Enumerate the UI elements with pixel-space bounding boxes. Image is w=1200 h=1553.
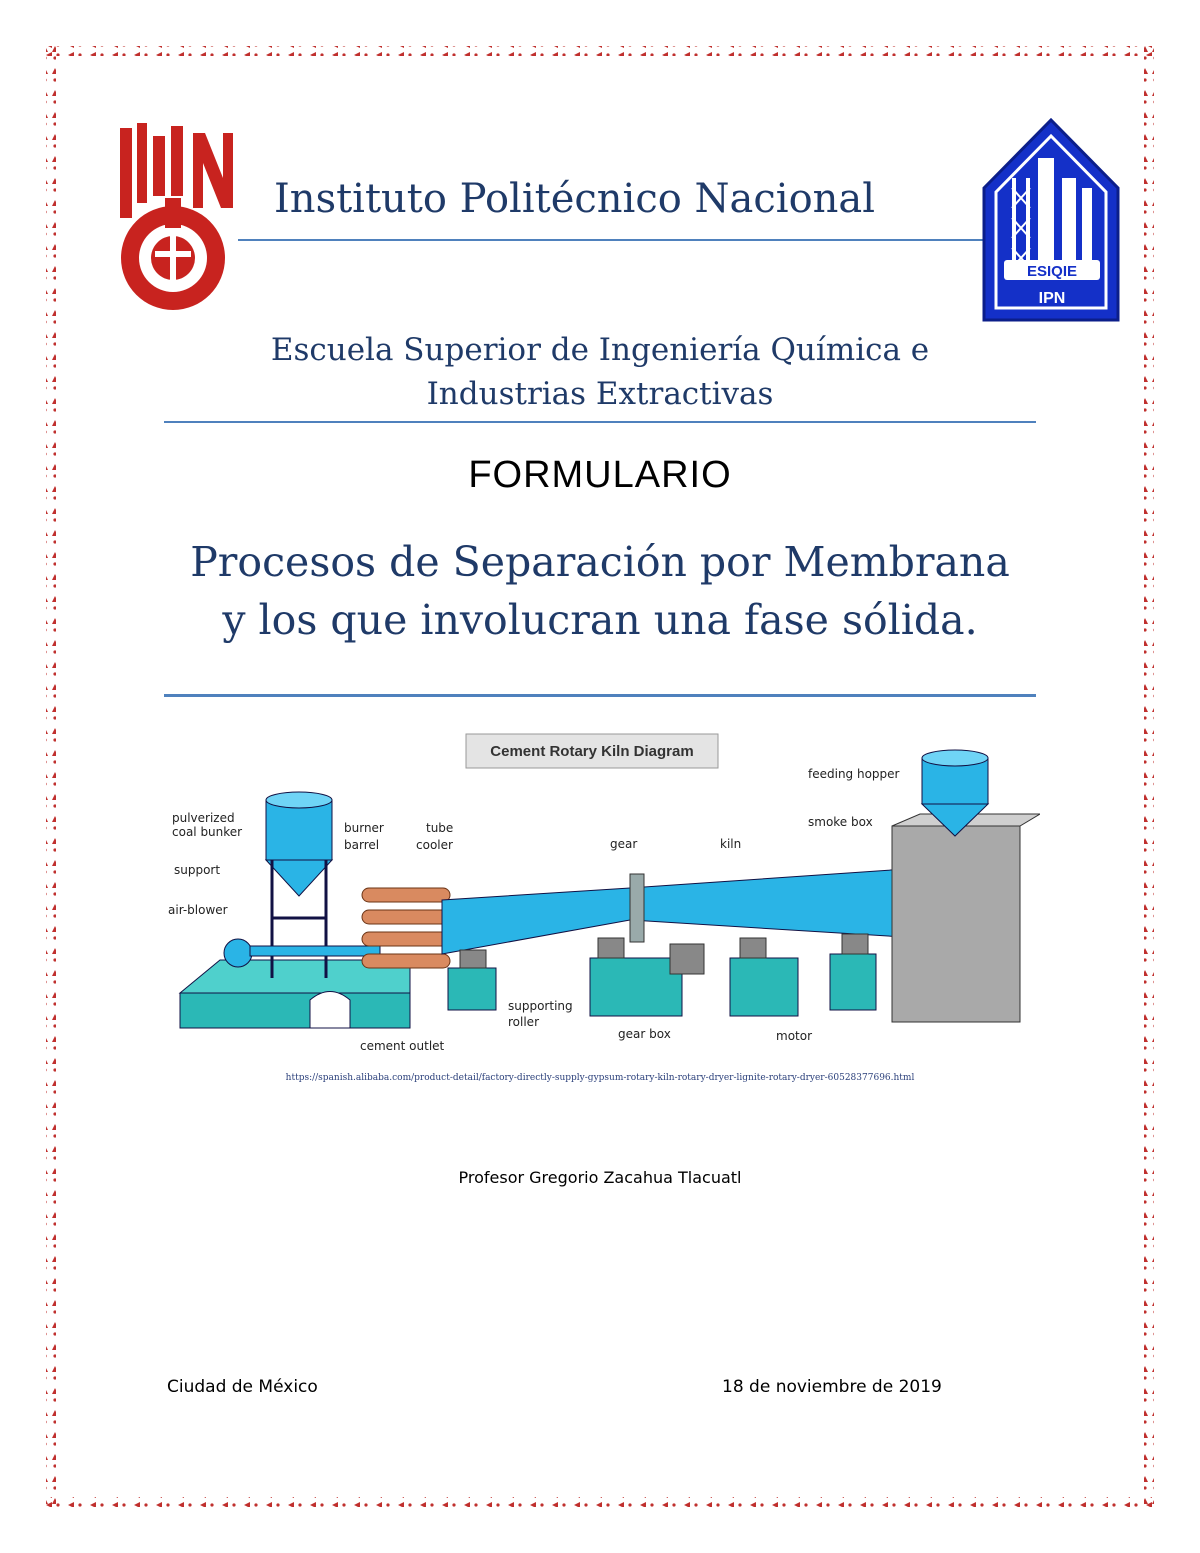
label-tube-1: tube [426,821,454,835]
label-burner-2: barrel [344,838,380,852]
ipn-logo [105,118,240,318]
label-burner-1: burner [344,821,384,835]
school-name [160,328,1040,416]
label-tube-2: cooler [416,838,453,852]
label-gear: gear [610,837,638,851]
subject-title [150,533,1050,649]
cement-rotary-kiln-diagram [160,728,1040,1058]
label-kiln: kiln [720,837,742,851]
subject-line2: y los que involucran una fase sólida. [222,596,978,644]
esiqie-logo-ipn: IPN [1038,290,1066,307]
document-type: FORMULARIO [468,454,732,496]
date: 18 de noviembre de 2019 [722,1377,942,1397]
diagram-title: Cement Rotary Kiln Diagram [490,743,694,760]
city: Ciudad de México [167,1377,318,1397]
diagram-source-url[interactable]: https://spanish.alibaba.com/product-detail/factory-directly-supply-gypsum-rotary-kiln-rotary-dryer-lignite-rotary-dryer-60528377696.html [285,1073,915,1083]
label-gear-box: gear box [618,1027,671,1041]
label-supporting-1: supporting [508,999,573,1013]
label-supporting-2: roller [508,1015,539,1029]
label-motor: motor [776,1029,813,1043]
subject-line1: Procesos de Separación por Membrana [190,538,1010,586]
label-pulverized-2: coal bunker [172,825,243,839]
esiqie-logo [982,118,1120,322]
label-cement-outlet: cement outlet [360,1039,445,1053]
institution-title: Instituto Politécnico Nacional [274,176,876,222]
label-smoke-box: smoke box [808,815,873,829]
school-rule [164,421,1036,423]
label-pulverized-1: pulverized [172,811,235,825]
label-support: support [174,863,221,877]
label-air-blower: air-blower [168,903,228,917]
header-rule [238,239,985,241]
subject-rule [164,694,1036,697]
professor-name: Profesor Gregorio Zacahua Tlacuatl [458,1168,742,1187]
esiqie-logo-text: ESIQIE [1026,263,1078,280]
school-name-line2: Industrias Extractivas [426,376,774,412]
label-feeding-hopper: feeding hopper [808,767,900,781]
school-name-line1: Escuela Superior de Ingeniería Química e [270,332,930,368]
